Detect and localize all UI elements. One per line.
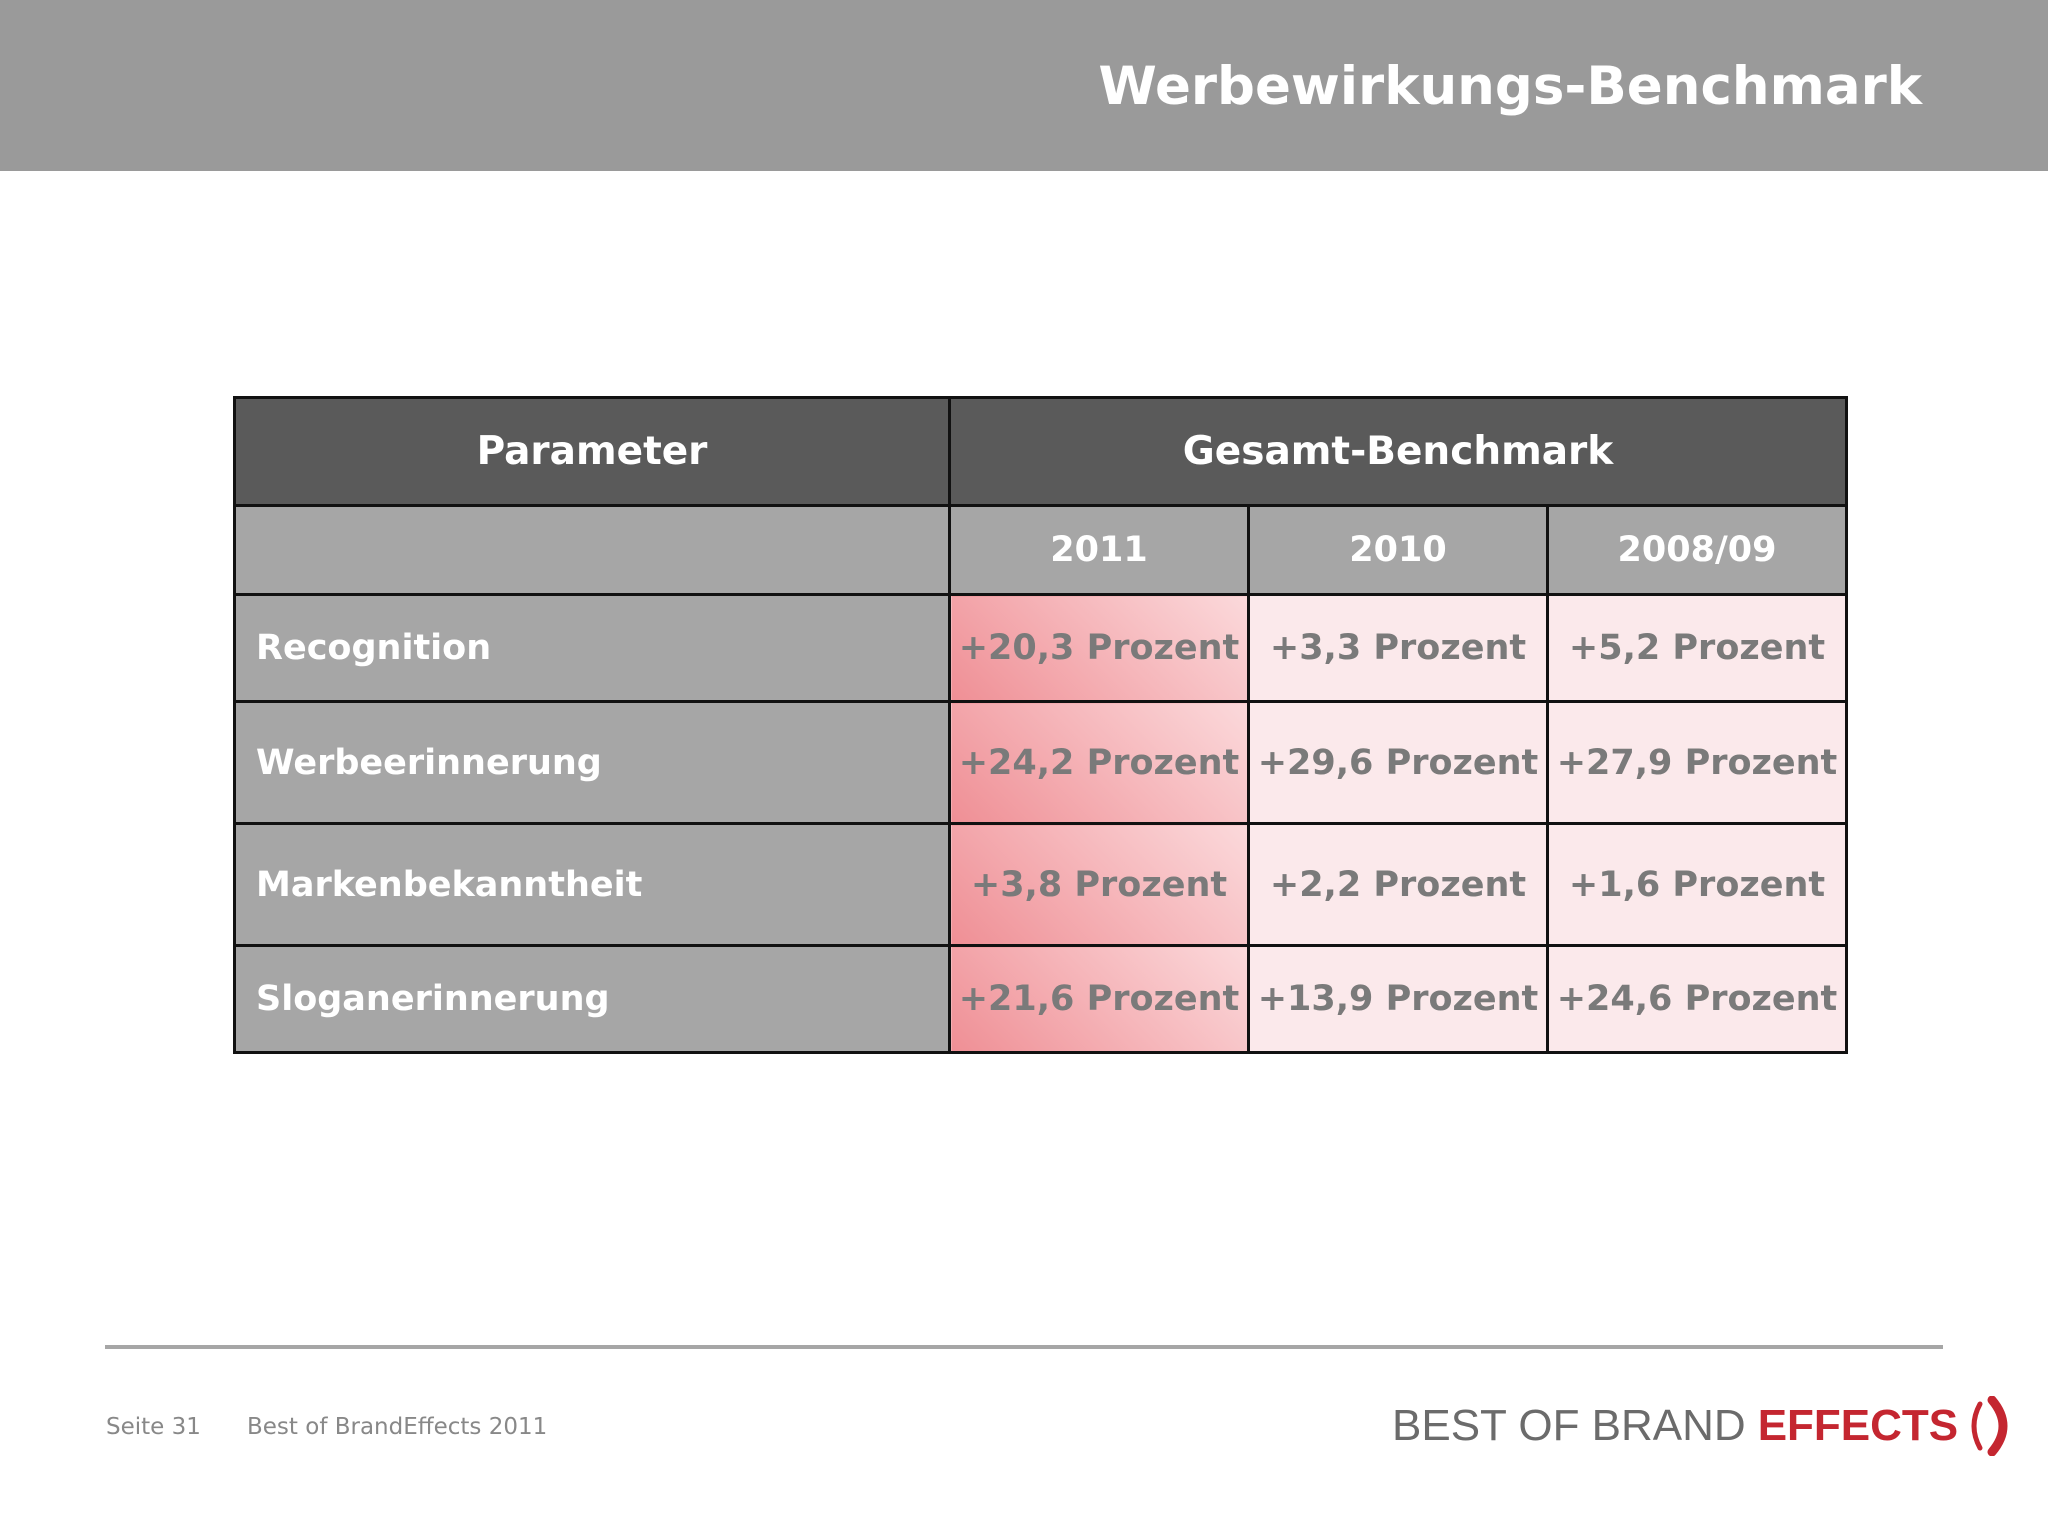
header-bar — [0, 0, 2048, 171]
footer-caption: Best of BrandEffects 2011 — [247, 1414, 548, 1440]
value-cell-2010: +13,9 Prozent — [1249, 946, 1548, 1053]
bracket-circle-icon — [1964, 1396, 2016, 1456]
value-cell-2008-09: +24,6 Prozent — [1548, 946, 1847, 1053]
parameter-cell: Werbeerinnerung — [235, 702, 950, 824]
table-row — [235, 824, 1847, 946]
parameter-cell: Sloganerinnerung — [235, 946, 950, 1053]
parameter-cell: Recognition — [235, 595, 950, 702]
page-number: Seite 31 — [106, 1414, 201, 1440]
value-cell-2008-09: +5,2 Prozent — [1548, 595, 1847, 702]
table-year-row — [235, 506, 1847, 595]
value-cell-2010: +3,3 Prozent — [1249, 595, 1548, 702]
table-row — [235, 595, 1847, 702]
year-header-2011: 2011 — [950, 506, 1249, 595]
footer-divider — [105, 1345, 1943, 1349]
year-header-2008-09: 2008/09 — [1548, 506, 1847, 595]
benchmark-table — [233, 396, 1848, 1054]
logo-text-red: EFFECTS — [1757, 1401, 1959, 1450]
value-cell-2010: +2,2 Prozent — [1249, 824, 1548, 946]
header-parameter: Parameter — [235, 398, 950, 506]
table-row — [235, 702, 1847, 824]
value-cell-2011: +20,3 Prozent — [950, 595, 1249, 702]
value-cell-2011: +24,2 Prozent — [950, 702, 1249, 824]
value-cell-2008-09: +27,9 Prozent — [1548, 702, 1847, 824]
table-header-row — [235, 398, 1847, 506]
parameter-cell: Markenbekanntheit — [235, 824, 950, 946]
logo-text-grey: BEST OF BRAND — [1392, 1401, 1746, 1450]
table-row — [235, 946, 1847, 1053]
value-cell-2008-09: +1,6 Prozent — [1548, 824, 1847, 946]
year-header-2010: 2010 — [1249, 506, 1548, 595]
slide-title: Werbewirkungs-Benchmark — [1098, 56, 1922, 117]
value-cell-2011: +3,8 Prozent — [950, 824, 1249, 946]
value-cell-2010: +29,6 Prozent — [1249, 702, 1548, 824]
header-gesamt-benchmark: Gesamt-Benchmark — [950, 398, 1847, 506]
value-cell-2011: +21,6 Prozent — [950, 946, 1249, 1053]
brand-logo — [1392, 1396, 2016, 1456]
year-header-empty — [235, 506, 950, 595]
